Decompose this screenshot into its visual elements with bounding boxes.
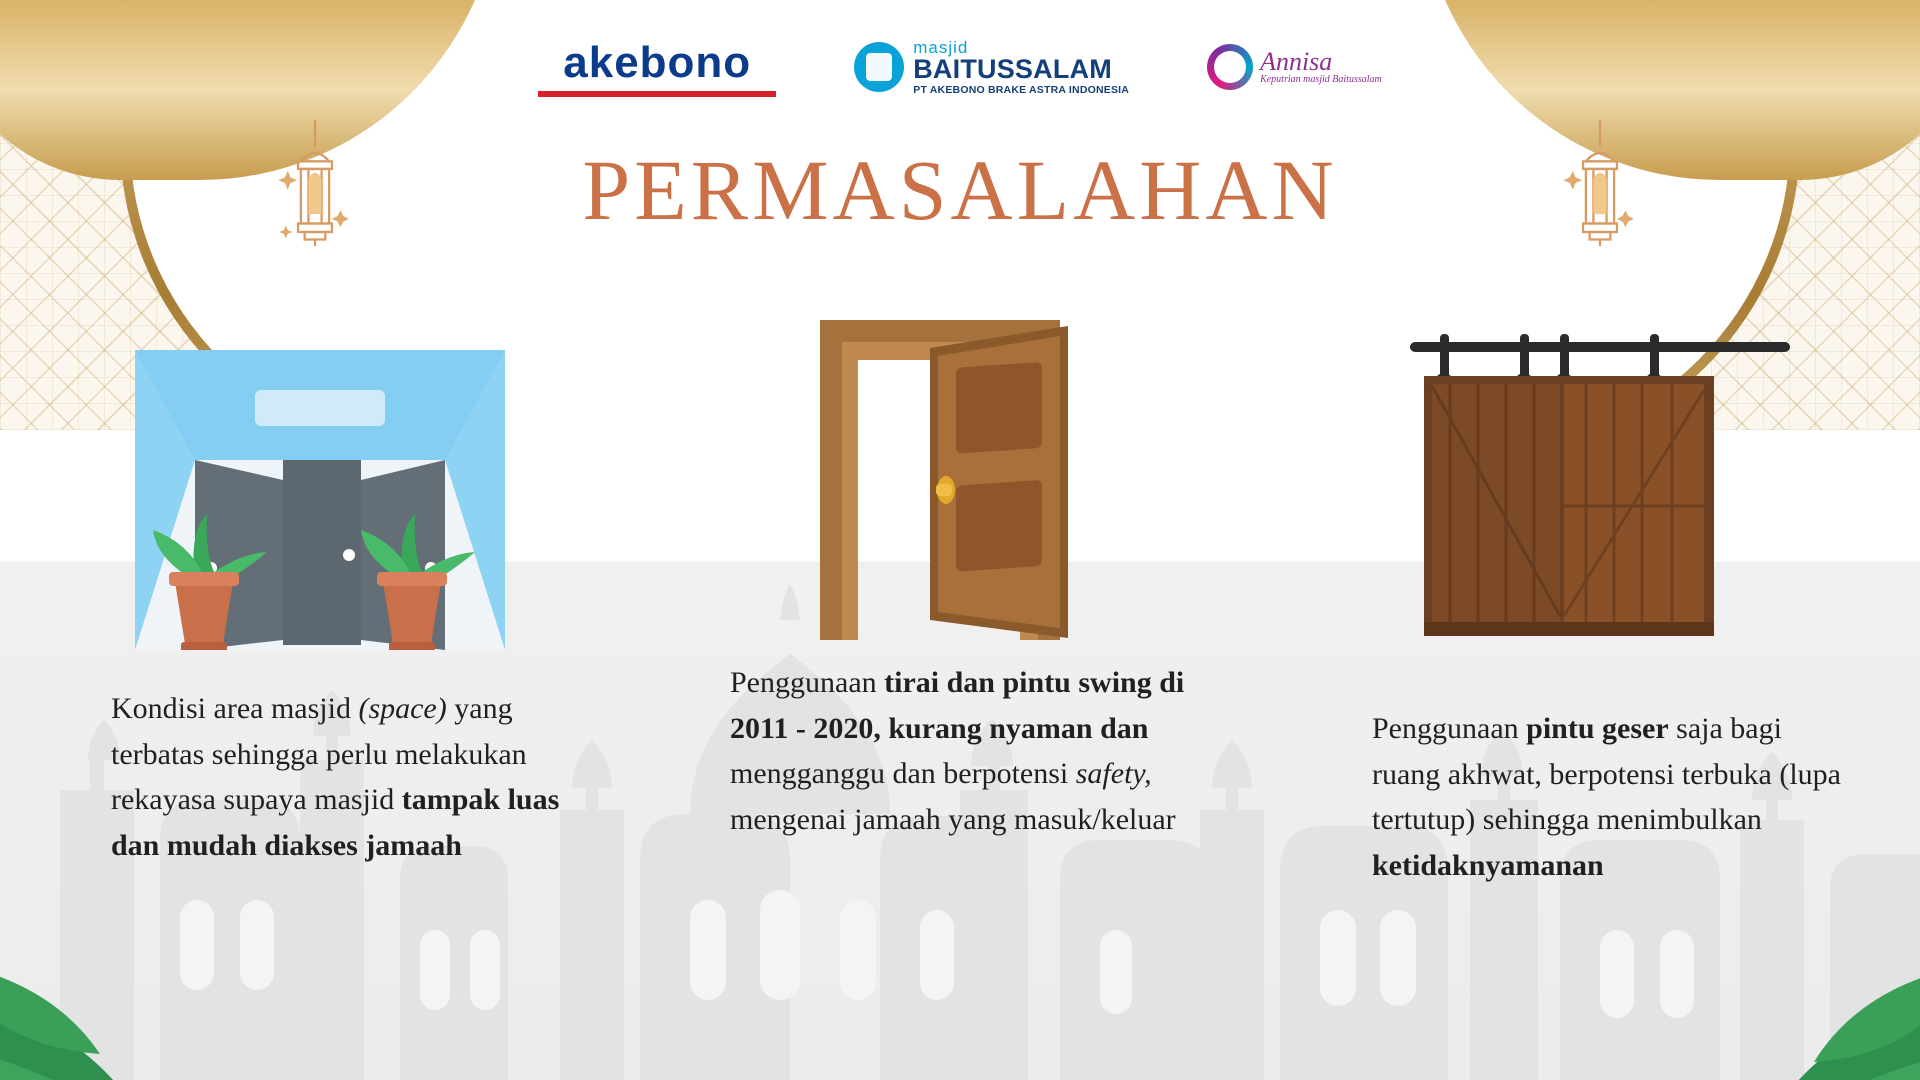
annisa-logo-line1: Annisa <box>1260 47 1333 77</box>
masjid-baitussalam-logo-text <box>913 39 1129 96</box>
open-door-entrance-illustration <box>135 350 505 650</box>
logo-bar <box>0 24 1920 110</box>
masjid-logo-line2: BAITUSSALAM <box>913 53 1112 84</box>
masjid-baitussalam-logo <box>854 39 1129 96</box>
akebono-logo-text: akebono <box>563 37 752 87</box>
content-columns <box>0 270 1920 1080</box>
sliding-barn-door-illustration <box>1410 330 1790 650</box>
swing-door-illustration <box>810 320 1110 650</box>
akebono-logo <box>538 38 776 97</box>
column-3-art <box>1410 270 1790 650</box>
akebono-logo-underline <box>538 91 776 97</box>
masjid-logo-line3: PT AKEBONO BRAKE ASTRA INDONESIA <box>913 83 1130 96</box>
mosque-icon <box>854 42 904 92</box>
column-2-art <box>810 270 1110 650</box>
column-1-art <box>135 270 505 650</box>
column-2 <box>640 270 1280 1080</box>
column-3 <box>1280 270 1920 1080</box>
column-1 <box>0 270 640 1080</box>
column-3-caption: Penggunaan pintu geser saja bagi ruang akhwat, berpotensi terbuka (lupa tertutup) sehingga menimbulkan ketidaknyamanan <box>1372 712 1841 882</box>
column-2-caption: Penggunaan tirai dan pintu swing di 2011 - 2020, kurang nyaman dan mengganggu dan berpotensi safety, mengenai jamaah yang masuk/keluar <box>730 666 1185 836</box>
page-title: PERMASALAHAN <box>582 142 1338 238</box>
annisa-logo <box>1207 44 1382 90</box>
annisa-swirl-icon <box>1207 44 1253 90</box>
annisa-logo-text <box>1260 48 1382 86</box>
masjid-logo-line1: masjid <box>913 37 969 57</box>
column-1-caption: Kondisi area masjid (space) yang terbatas sehingga perlu melakukan rekayasa supaya masjid tampak luas dan mudah diakses jamaah <box>111 692 560 862</box>
annisa-logo-line2: Keputrian masjid Baitussalam <box>1260 74 1382 86</box>
